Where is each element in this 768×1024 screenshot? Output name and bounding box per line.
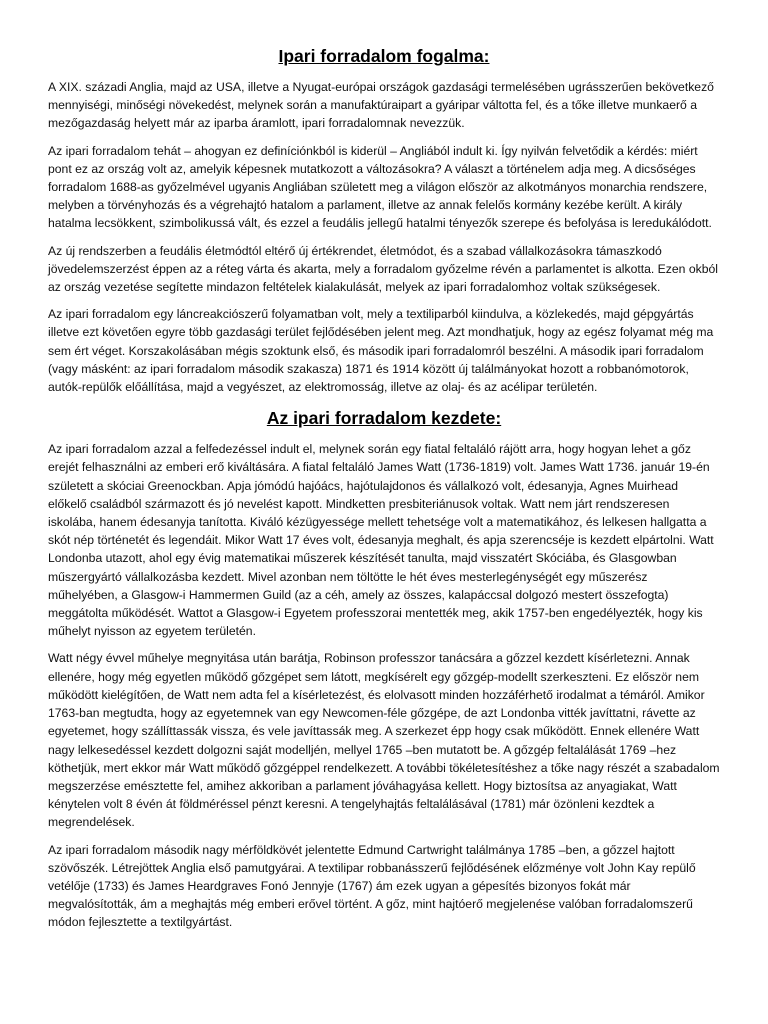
paragraph: Watt négy évvel műhelye megnyitása után barátja, Robinson professzor tanácsára a gőzzel kezdett kísérletezni. Annak ellenére, hogy még egyetlen működő gőzgépet sem látott, megkísérelt egy gőzgép-modellt szerkeszteni. Ez először nem működött kielégítően, de Watt nem adta fel a kísérletezést, és elolvasott minden hozzáférhető irodalmat a témáról. Amikor 1763-ban megtudta, hogy az egyetemnek van egy Newcomen-féle gőzgépe, de azt Londonba vitték javíttatni, rávette az egyetemet, hogy szállíttassák vissza, és vele javíttassák meg. A szerkezet épp hogy csak működött. Ennek ellenére Watt nagy lelkesedéssel kezdett dolgozni saját modelljén, mellyel 1765 –ben mutatott be. A gőzgép feltalálását 1769 –hez köthetjük, mert ekkor már Watt működő gőzgéppel rendelkezett. A további tökéletesítéshez a tőke nagy részét a szabadalom megszerzése emésztette fel, amihez akkoriban a parlament jóváhagyása kellett. Hogy biztosítsa az anyagiakat, Watt kénytelen volt 8 évén át földméréssel pénzt keresni. A tengelyhajtás feltalálásával (1781) már özönleni kezdtek a megrendelések. (48, 651, 720, 830)
paragraph: Az ipari forradalom azzal a felfedezéssel indult el, melynek során egy fiatal feltaláló rájött arra, hogy hogyan lehet a gőz erejét felhasználni az emberi erő kiváltására. A fiatal feltaláló James Watt (1736-1819) volt. James Watt 1736. január 19-én született a skóciai Greenockban. Apja jómódú hajóács, hajótulajdonos és vállalkozó volt, édesanyja, Agnes Muirhead előkelő családból származott és jó nevelést kapott. Mindketten presbiteriánusok voltak. Watt nem járt rendszeresen iskolába, hanem édesanyja tanította. Kiváló kézügyessége mellett tehetsége volt a matematikához, és lelkesen hallgatta a skót nép történetét és legendáit. Mikor Watt 17 éves volt, édesanyja meghalt, és apja szerencséje is kezdett elpártolni. Watt Londonba utazott, ahol egy évig matematikai műszerek készítését tanulta, majd visszatért Skóciába, és Glasgowban műszergyártó vállalkozásba kezdett. Mivel azonban nem töltötte le hét éves mesterlegénységét egy műszerész műhelyében, a Glasgow-i Hammermen Guild (az a céh, amely az összes, kalapáccsal dolgozó mestert összefogta) meggátolta működését. Wattot a Glasgow-i Egyetem professzorai mentették meg, akik 1757-ben engedélyezték, hogy kis műhelyt nyisson az egyetem területén. (48, 442, 714, 639)
section-heading-kezdete: Az ipari forradalom kezdete: (266, 408, 502, 429)
paragraph: Az ipari forradalom tehát – ahogyan ez definíciónkból is kiderül – Angliából indult ki. Így nyilván felvetődik a kérdés: miért pont ez az ország volt az, amelyik képesnek mutatkozott a változásokra? A választ a történelem adja meg. A dicsőséges forradalom 1688-as győzelmével ugyanis Angliában született meg a világon először az alkotmányos monarchia rendszere, melyben a törvényhozás és a végrehajtó hatalom a parlament, illetve az annak felelős kormány kezébe került. A király hatalma lecsökkent, szimbolikussá vált, és ezzel a feudális jellegű hatalmi tényezők szerepe és befolyása is leredukálódott. (48, 143, 712, 231)
paragraph: Az ipari forradalom egy láncreakciószerű folyamatban volt, mely a textiliparból kiindulva, a közlekedés, majd gépgyártás illetve ezt követően egyre több gazdasági terület fejlődésében jelent meg. Azt mondhatjuk, hogy az egész folyamat még ma sem ért véget. Korszakolásában mégis szoktunk első, és második ipari forradalomról beszélni. A második ipari forradalom (vagy másként: az ipari forradalom második szakasza) 1871 és 1914 között új találmányokat hozott a robbanómotorok, autók-repülők előállítása, majd a vegyészet, az elektromosság, illetve az olaj- és az acélipar területén. (48, 307, 714, 395)
paragraph: Az új rendszerben a feudális életmódtól eltérő új értékrendet, életmódot, és a szabad vállalkozásokra támaszkodó jövedelemszerzést éppen az a réteg várta és akarta, mely a forradalom győzelme révén a parlamentet is alkotta. Ezen okból az ország vezetése segítette mindazon feltételek kialakulását, melyek az ipari forradalomhoz voltak szükségesek. (48, 243, 718, 295)
paragraph: Az ipari forradalom második nagy mérföldkövét jelentette Edmund Cartwright találmánya 1785 –ben, a gőzzel hajtott szövőszék. Létrejöttek Anglia első pamutgyárai. A textilipar robbanásszerű fejlődésének előzménye volt John Kay repülő vetélője (1733) és James Heardgraves Fonó Jennyje (1767) ám ezek ugyan a gépesítés bizonyos fokát már megvalósították, ám a meghajtás még emberi erővel történt. A gőz, mint hajtóerő megjelenése valóban forradalomszerű módon fejlesztette a textilgyártást. (48, 842, 696, 930)
paragraph: A XIX. századi Anglia, majd az USA, illetve a Nyugat-európai országok gazdasági termelésében ugrásszerűen bekövetkező mennyiségi, minőségi növekedést, melynek során a manufaktúraipart a gyáripar váltotta fel, és a tőke illetve munkaerő a mezőgazdaság helyett már az iparba áramlott, ipari forradalomnak nevezzük. (48, 80, 714, 131)
section-heading-fogalma: Ipari forradalom fogalma: (278, 46, 490, 66)
